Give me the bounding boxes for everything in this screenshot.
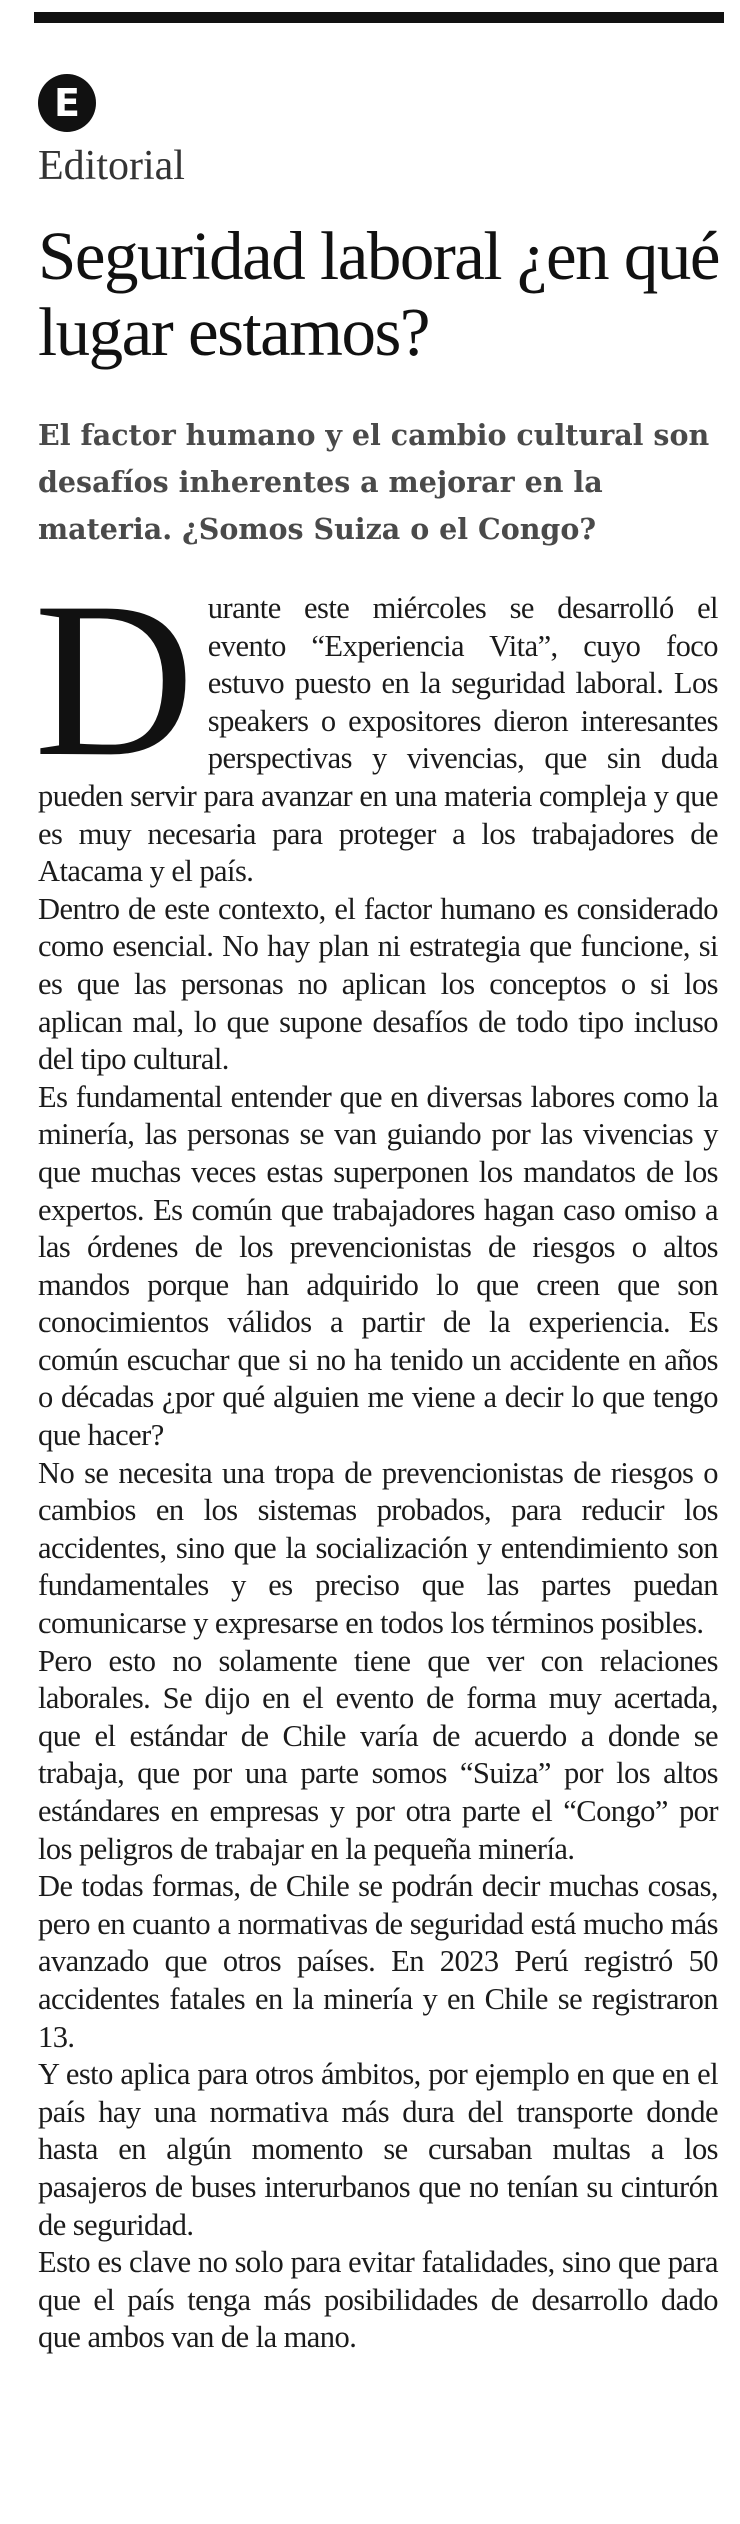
section-label: Editorial xyxy=(38,143,185,189)
paragraph: Pero esto no solamente tiene que ver con relaciones laborales. Se dijo en el evento de forma muy acertada, que el estándar de Chile varía de acuerdo a donde se trabaja, que por una parte somos “Suiza” por los altos estándares en empresas y por otra parte el “Congo” por los peligros de trabajar en la pequeña minería. xyxy=(38,1643,718,1866)
paragraph: Dentro de este contexto, el factor humano es considerado como esencial. No hay plan ni estrategia que funcione, si es que las personas no aplican los conceptos o si los aplican mal, lo que supone desafíos de todo tipo incluso del tipo cultural. xyxy=(38,891,718,1077)
paragraph: Esto es clave no solo para evitar fatalidades, sino que para que el país tenga más posibilidades de desarrollo dado que ambos van de la mano. xyxy=(38,2245,718,2355)
paragraph: No se necesita una tropa de prevencionistas de riesgos o cambios en los sistemas probados, para reducir los accidentes, sino que la socialización y entendimiento son fundamentales y es preciso que las partes puedan comunicarse y expresarse en todos los términos posibles. xyxy=(38,1455,718,1641)
drop-cap: D xyxy=(34,557,194,803)
paragraph: Es fundamental entender que en diversas labores como la minería, las personas se van guiando por las vivencias y que muchas veces estas superponen los mandatos de los expertos. Es común que trabajadores hagan caso omiso a las órdenes de los prevencionistas de riesgos o altos mandos porque han adquirido lo que creen que son conocimientos válidos a partir de la experiencia. Es común escuchar que si no ha tenido un accidente en años o décadas ¿por qué alguien me viene a decir lo que tengo que hacer? xyxy=(38,1079,718,1453)
deck-subheadline: El factor humano y el cambio cultural son desafíos inherentes a mejorar en la materia. ¿Somos Suiza o el Congo? xyxy=(38,418,710,546)
editorial-badge: E xyxy=(38,74,96,132)
article-body xyxy=(34,557,718,2357)
paragraph xyxy=(34,557,718,891)
paragraph: Y esto aplica para otros ámbitos, por ejemplo en que en el país hay una normativa más dura del transporte donde hasta en algún momento se cursaban multas a los pasajeros de buses interurbanos que no tenían su cinturón de seguridad. xyxy=(38,2057,718,2242)
top-rule xyxy=(34,12,724,23)
paragraph: De todas formas, de Chile se podrán decir muchas cosas, pero en cuanto a normativas de seguridad está mucho más avanzado que otros países. En 2023 Perú registró 50 accidentes fatales en la minería y en Chile se registraron 13. xyxy=(38,1869,718,2054)
headline: Seguridad laboral ¿en qué lugar estamos? xyxy=(38,218,719,370)
paragraph-text: urante este miércoles se desarrolló el evento “Experiencia Vita”, cuyo foco estuvo puesto en la seguridad laboral. Los speakers o expositores dieron interesantes perspectivas y vivencias, que sin duda pueden servir para avanzar en una materia compleja y que es muy necesaria para proteger a los trabajadores de Atacama y el país. xyxy=(38,591,718,889)
